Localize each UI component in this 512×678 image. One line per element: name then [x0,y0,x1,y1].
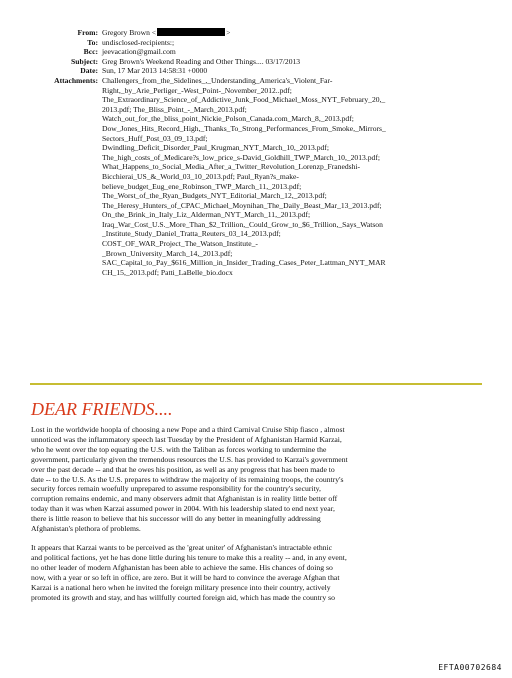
bcc-label: Bcc: [83,47,98,57]
attachment-line: Right,_by_Arie_Perliger_-West_Point-_November_2012..pdf; [102,85,292,95]
text-line: promoted its growth and stay, and has willfully courted foreign aid, which has made the country so [31,592,335,602]
to-value: undisclosed-recipients:; [102,37,175,47]
text-line: no other leader of modern Afghanistan has been able to achieve the same. His chances of doing so [31,562,333,572]
from-end: > [226,28,231,37]
attachment-line: On_the_Brink_in_Italy_Liz_Alderman_NYT_March_11,_2013.pdf; [102,210,311,220]
text-line: over the past decade -- and that he owes his position, as well as any progress that has been made to [31,464,335,474]
attachment-line: What_Happens_to_Social_Media_After_a_Twitter_Revolution_Lorenzp_Franedshi- [102,162,361,172]
from-name: Gregory Brown < [102,28,157,37]
attachment-line: Iraq_War_Cost_U.S._More_Than_$2_Trillion,_Could_Grow_to_$6_Trillion,_Says_Watson [102,219,383,229]
text-line: who he went over the top equating the U.S. with the Taliban as forces working to undermine the [31,444,327,454]
attachments-label: Attachments: [54,75,98,85]
paragraph-1 [31,425,483,534]
to-label: To: [87,37,98,47]
attachment-line: believe_budget_Eug_ene_Robinson_TWP_March_11,_2013.pdf; [102,181,302,191]
text-line: now, with a year or so left in office, are zero. But it will be hard to convince the average Afghan that [31,572,340,582]
bcc-value: jeevacation@gmail.com [102,47,176,57]
text-line: corruption remains endemic, and many observers admit that Afghanistan is in reality little better off [31,494,338,504]
document-id: EFTA00702684 [438,663,502,672]
subject-value: Greg Brown's Weekend Reading and Other Things.... 03/17/2013 [102,56,301,66]
email-header [0,28,512,277]
attachment-line: Dow_Jones_Hits_Record_High,_Thanks_To_Strong_Performances_From_Smoke,_Mirrors_ [102,123,386,133]
text-line: date -- to the U.S. As the U.S. prepares to withdraw the majority of its remaining troops, the country's [31,474,344,484]
text-line: today than it was when Karzai assumed power in 2004. With his leadership slated to end next year, [31,504,335,514]
text-line: Afghanistan's plethora of problems. [31,524,141,534]
attachment-line: Dwindling_Deficit_Disorder_Paul_Krugman_NYT_March_10,_2013.pdf; [102,143,329,153]
greeting-heading: DEAR FRIENDS.... [31,399,173,419]
attachment-line: The_Worst_of_the_Ryan_Budgets_NYT_Editorial_March_12,_2013.pdf; [102,191,327,201]
text-line: there is little reason to believe that his successor will do any better in meaningfully addressing [31,514,321,524]
attachment-line: _Institute_Study_Daniel_Tratta_Reuters_03_14_2013.pdf; [102,229,281,239]
attachment-line: The_Heresy_Hunters_of_CPAC_Michael_Moynihan_The_Daily_Beast_Mar_13_2013.pdf; [102,200,382,210]
attachment-line: The_Extraordinary_Science_of_Addictive_Junk_Food_Michael_Moss_NYT_February_20,_ [102,95,386,105]
text-line: Karzai is a national hero when he invited the foreign military presence into their country, actively [31,582,331,592]
bcc-row [0,47,512,57]
attachment-line: Bicchierai_US_&_World_03_10_2013.pdf; Paul_Ryan?s_make- [102,171,299,181]
attachment-line: _Brown_University_March_14,_2013.pdf; [102,248,233,258]
text-line: government, particularly given the tremendous resources the U.S. has provided to Karzai's government [31,454,348,464]
attachment-line: Sectors_Huff_Post_03_09_13.pdf; [102,133,208,143]
attachments-row [0,76,512,277]
attachment-line: SAC_Capital_to_Pay_$616_Million_in_Insider_Trading_Cases_Peter_Lattman_NYT_MAR [102,258,386,268]
from-value [102,28,512,38]
text-line: Lost in the worldwide hoopla of choosing a new Pope and a third Carnival Cruise Ship fiasco , almost [31,425,345,434]
attachment-line: 2013.pdf; The_Bliss_Point_-_March_2013.pdf; [102,104,247,114]
attachments-list [102,76,512,277]
section-divider [30,383,482,385]
date-value: Sun, 17 Mar 2013 14:58:31 +0000 [102,66,208,76]
subject-row [0,57,512,67]
subject-label: Subject: [71,56,98,66]
attachment-line: CH_15,_2013.pdf; Patti_LaBelle_bio.docx [102,267,233,277]
from-label: From: [77,28,98,37]
attachment-line: The_high_costs_of_Medicare?s_low_price_s-David_Goldhill_TWP_March_10,_2013.pdf; [102,152,380,162]
attachment-line: COST_OF_WAR_Project_The_Watson_Institute_- [102,239,258,249]
attachment-line: Challengers_from_the_Sidelines_,_Understanding_America's_Violent_Far- [102,75,333,85]
paragraph-2 [31,543,483,602]
letter-body [31,425,483,611]
from-row [0,28,512,38]
text-line: and political factions, yet he has done little during his tenure to make this a reality -- and, in any event, [31,552,347,562]
date-label: Date: [80,66,98,76]
redaction-block [157,28,225,36]
date-row [0,66,512,76]
text-line: unnoticed was the inflammatory speech last Tuesday by the President of Afghanistan Harmid Karzai, [31,434,342,444]
attachment-line: Watch_out_for_the_bliss_point_Nickie_Polson_Canada.com_March_8,_2013.pdf; [102,114,354,124]
text-line: security forces remain woefully unprepared to assume responsibility for the country's security, [31,484,321,494]
to-row [0,38,512,48]
text-line: It appears that Karzai wants to be perceived as the 'great uniter' of Afghanistan's intractable ethnic [31,542,333,552]
